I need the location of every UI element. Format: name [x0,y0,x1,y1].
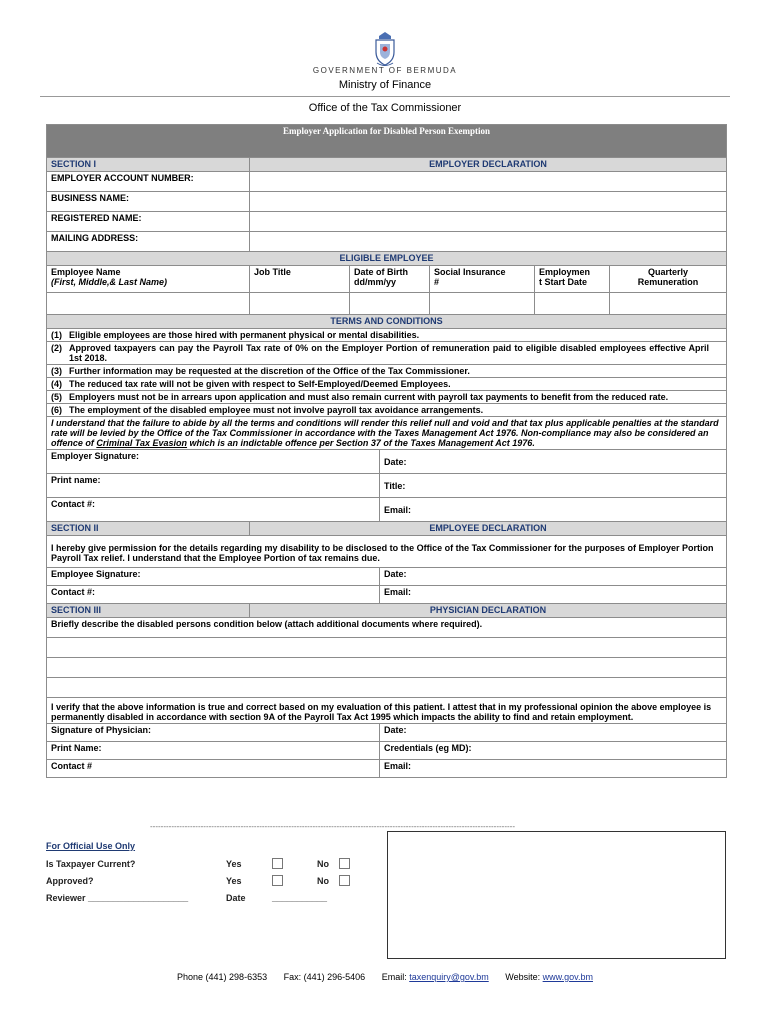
terms-title: TERMS AND CONDITIONS [47,315,727,329]
physician-contact-field[interactable]: Contact # [47,760,380,778]
employer-account-input[interactable] [250,172,727,192]
term-item: (3) Further information may be requested at the discretion of the Office of the Tax Commissioner. [47,365,727,378]
start-date-input[interactable] [535,293,610,315]
review-date-field[interactable]: ___________ [272,893,328,903]
footer-website-link[interactable]: www.gov.bm [542,972,593,982]
government-wordmark: GOVERNMENT OF BERMUDA [312,66,458,75]
footer-website-label: Website: [505,972,541,982]
employer-contact-field[interactable]: Contact #: [47,498,380,522]
form-table [46,124,727,778]
employer-title-field[interactable]: Title: [380,474,727,498]
term-item: (1) Eligible employees are those hired with permanent physical or mental disabilities. [47,329,727,342]
current-yes-checkbox[interactable] [272,858,283,869]
ministry-name: Ministry of Finance [338,79,432,91]
approved-yes-checkbox[interactable] [272,875,283,886]
section3-label: SECTION III [47,604,250,618]
physician-signature-field[interactable]: Signature of Physician: [47,724,380,742]
footer-contact [0,972,770,982]
cut-line: ----------------------------------------------------------------------------------------------------------------------------------------- [150,822,515,831]
approved-label: Approved? [46,876,94,886]
remuneration-input[interactable] [610,293,727,315]
bermuda-crest-icon [371,30,399,68]
physician-date-field[interactable]: Date: [380,724,727,742]
mailing-address-input[interactable] [250,232,727,252]
term-item: (2) Approved taxpayers can pay the Payroll Tax rate of 0% on the Employer Portion of remuneration paid to eligible disabled employees effective April 1st 2018. [47,342,727,365]
section1-title: EMPLOYER DECLARATION [250,158,727,172]
approved-no-label: No [317,876,329,886]
employee-name-input[interactable] [47,293,250,315]
footer-phone: Phone (441) 298-6353 [177,972,268,982]
sin-input[interactable] [430,293,535,315]
application-form [46,124,726,778]
term-item: (6) The employment of the disabled employee must not involve payroll tax avoidance arrangements. [47,404,727,417]
condition-instruction: Briefly describe the disabled persons condition below (attach additional documents where required). [47,618,727,638]
physician-credentials-field[interactable]: Credentials (eg MD): [380,742,727,760]
footer-email-link[interactable]: taxenquiry@gov.bm [409,972,489,982]
footer-email-label: Email: [381,972,407,982]
current-no-label: No [317,859,329,869]
eligible-employee-title: ELIGIBLE EMPLOYEE [47,252,727,266]
col-date-of-birth: Date of Birth dd/mm/yy [350,266,430,293]
reviewer-field[interactable]: Reviewer ____________________ [46,893,189,903]
col-social-insurance: Social Insurance # [430,266,535,293]
current-yes-label: Yes [226,859,242,869]
condition-line[interactable] [47,678,727,698]
employee-contact-field[interactable]: Contact #: [47,586,380,604]
registered-name-input[interactable] [250,212,727,232]
business-name-input[interactable] [250,192,727,212]
employee-permission-statement: I hereby give permission for the details regarding my disability to be disclosed to the Office of the Tax Commissioner for the purposes of Employer Portion Payroll Tax relief. I understand that the Employee Portion of tax remains due. [47,536,727,568]
form-title: Employer Application for Disabled Person Exemption [47,125,727,158]
section2-label: SECTION II [47,522,250,536]
employer-account-label: EMPLOYER ACCOUNT NUMBER: [47,172,250,192]
employee-date-field[interactable]: Date: [380,568,727,586]
col-quarterly-remuneration: Quarterly Remuneration [610,266,727,293]
official-notes-box[interactable] [387,831,726,959]
header-divider [40,96,730,97]
compliance-statement: I understand that the failure to abide by all the terms and conditions will render this relief null and void and that tax plus applicable penalties at the standard rate will be levied by the Office of the Tax Commissioner in accordance with the Taxes Management Act 1976. Non-compliance may also be considered an offence of Criminal Tax Evasion which is an indictable offence per Section 37 of the Taxes Management Act 1976. [47,417,727,450]
business-name-label: BUSINESS NAME: [47,192,250,212]
mailing-address-label: MAILING ADDRESS: [47,232,250,252]
section3-title: PHYSICIAN DECLARATION [250,604,727,618]
physician-verification-statement: I verify that the above information is true and correct based on my evaluation of this patient. I attest that in my professional opinion the above employee is permanently disabled in accordance with section 9A of the Payroll Tax Act 1995 which impacts the ability to find and retain employment. [47,698,727,724]
taxpayer-current-label: Is Taxpayer Current? [46,859,136,869]
employee-signature-field[interactable]: Employee Signature: [47,568,380,586]
term-item: (4) The reduced tax rate will not be given with respect to Self-Employed/Deemed Employees. [47,378,727,391]
physician-email-field[interactable]: Email: [380,760,727,778]
approved-no-checkbox[interactable] [339,875,350,886]
dob-input[interactable] [350,293,430,315]
section1-label: SECTION I [47,158,250,172]
col-employment-start: Employmen t Start Date [535,266,610,293]
col-job-title: Job Title [250,266,350,293]
employer-print-name-field[interactable]: Print name: [47,474,380,498]
employer-email-field[interactable]: Email: [380,498,727,522]
employee-email-field[interactable]: Email: [380,586,727,604]
official-use-title: For Official Use Only [46,841,136,851]
employer-signature-field[interactable]: Employer Signature: [47,450,380,474]
review-date-label: Date [226,893,246,903]
registered-name-label: REGISTERED NAME: [47,212,250,232]
footer-fax: Fax: (441) 296-5406 [283,972,366,982]
criminal-tax-evasion-term: Criminal Tax Evasion [96,438,188,448]
col-employee-name: Employee Name (First, Middle,& Last Name) [47,266,250,293]
physician-print-name-field[interactable]: Print Name: [47,742,380,760]
term-item: (5) Employers must not be in arrears upon application and must also remain current with payroll tax payments to benefit from the reduced rate. [47,391,727,404]
current-no-checkbox[interactable] [339,858,350,869]
job-title-input[interactable] [250,293,350,315]
condition-line[interactable] [47,638,727,658]
employer-date-field[interactable]: Date: [380,450,727,474]
section2-title: EMPLOYEE DECLARATION [250,522,727,536]
approved-yes-label: Yes [226,876,242,886]
office-name: Office of the Tax Commissioner [308,102,462,114]
condition-line[interactable] [47,658,727,678]
